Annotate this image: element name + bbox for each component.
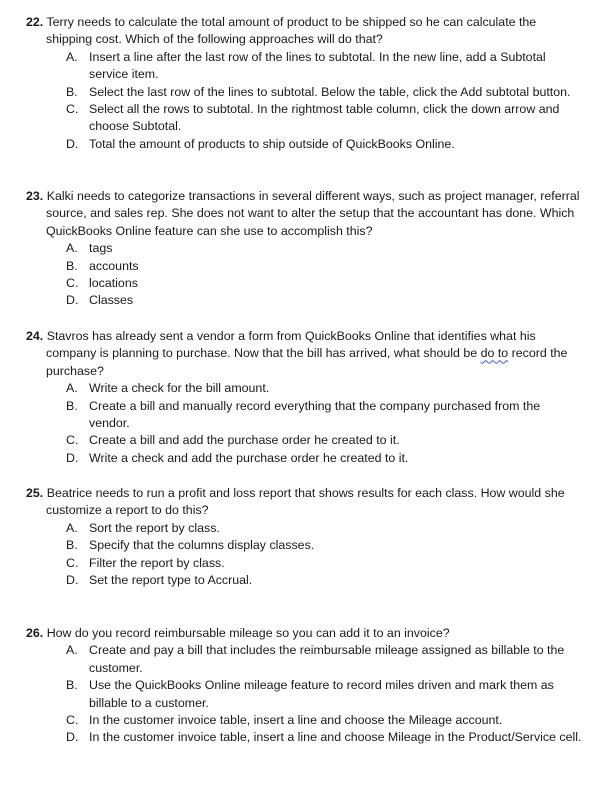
option-letter: C. (66, 713, 79, 728)
option-b (26, 258, 582, 275)
question-22 (26, 14, 582, 153)
option-letter: A. (66, 381, 78, 396)
option-c (26, 712, 582, 729)
option-text: Set the report type to Accrual. (89, 573, 253, 588)
option-b (26, 677, 582, 712)
option-text: Create a bill and manually record everything that the company purchased from the vendor. (89, 398, 541, 431)
question-stem (26, 14, 582, 49)
option-text: Select all the rows to subtotal. In the rightmost table column, click the down arrow and choose Subtotal. (89, 102, 560, 134)
option-c (26, 555, 582, 572)
option-letter: D. (66, 136, 79, 151)
option-d (26, 136, 582, 153)
option-list (26, 240, 582, 310)
option-text: Filter the report by class. (89, 555, 225, 570)
question-stem (26, 485, 582, 520)
question-text: Kalki needs to categorize transactions in several different ways, such as project manager, referral source, and sales rep. She does not want to alter the setup that the accountant has done. Which QuickBooks Online feature can she use to accomplish this? (46, 189, 580, 238)
question-26 (26, 625, 582, 747)
option-letter: C. (66, 102, 79, 117)
question-text-end: record the purchase? (46, 346, 568, 378)
option-a (26, 49, 582, 84)
option-text: tags (89, 241, 113, 256)
option-text: Select the last row of the lines to subtotal. Below the table, click the Add subtotal button. (89, 84, 571, 99)
option-letter: A. (66, 643, 78, 658)
option-letter: D. (66, 450, 79, 465)
option-text: Write a check for the bill amount. (89, 381, 270, 396)
option-a (26, 520, 582, 537)
option-text: locations (89, 276, 138, 291)
question-text-start: Stavros has already sent a vendor a form from QuickBooks Online that identifies what his company is planning to purchase. Now that the bill has arrived, what should be (46, 329, 536, 361)
option-text: Write a check and add the purchase order he created to it. (89, 450, 409, 465)
question-text: How do you record reimbursable mileage so you can add it to an invoice? (46, 626, 450, 640)
option-b (26, 398, 582, 433)
option-letter: D. (66, 730, 79, 745)
question-23 (26, 188, 582, 310)
option-c (26, 275, 582, 292)
option-letter: B. (66, 678, 78, 693)
question-text: Beatrice needs to run a profit and loss report that shows results for each class. How would she customize a report to do this? (46, 486, 565, 518)
option-d (26, 572, 582, 589)
option-list (26, 642, 582, 746)
option-text: Create and pay a bill that includes the reimbursable mileage assigned as billable to the customer. (89, 643, 565, 675)
option-letter: B. (66, 258, 78, 273)
option-list (26, 49, 582, 153)
option-b (26, 537, 582, 554)
question-number: 25. (26, 486, 44, 500)
option-list (26, 520, 582, 590)
option-letter: B. (66, 84, 78, 99)
question-stem (26, 328, 582, 380)
option-a (26, 380, 582, 397)
option-letter: A. (66, 520, 78, 535)
option-c (26, 432, 582, 449)
option-letter: C. (66, 433, 79, 448)
question-number: 24. (26, 329, 44, 343)
option-text: Use the QuickBooks Online mileage feature to record miles driven and mark them as billable to a customer. (89, 678, 554, 710)
option-letter: C. (66, 555, 79, 570)
question-25 (26, 485, 582, 589)
question-stem (26, 188, 582, 240)
option-text: Sort the report by class. (89, 520, 220, 535)
option-text: accounts (89, 258, 139, 273)
option-c (26, 101, 582, 136)
option-list (26, 380, 582, 467)
question-number: 23. (26, 189, 44, 203)
option-text: In the customer invoice table, insert a line and choose the Mileage account. (89, 713, 503, 728)
option-d (26, 729, 582, 746)
option-letter: A. (66, 49, 78, 64)
option-text: In the customer invoice table, insert a line and choose Mileage in the Product/Service cell. (89, 730, 582, 745)
question-text: Terry needs to calculate the total amount of product to be shipped so he can calculate the shipping cost. Which of the following approaches will do that? (46, 15, 537, 47)
option-letter: D. (66, 573, 79, 588)
option-letter: A. (66, 241, 78, 256)
option-a (26, 642, 582, 677)
option-text: Specify that the columns display classes. (89, 538, 315, 553)
option-a (26, 240, 582, 257)
option-text: Classes (89, 293, 134, 308)
option-d (26, 292, 582, 309)
option-text: Total the amount of products to ship outside of QuickBooks Online. (89, 136, 455, 151)
option-text: Create a bill and add the purchase order he created to it. (89, 433, 400, 448)
question-number: 26. (26, 626, 44, 640)
option-letter: B. (66, 398, 78, 413)
question-stem (26, 625, 582, 642)
question-24 (26, 328, 582, 467)
option-letter: C. (66, 276, 79, 291)
option-letter: B. (66, 538, 78, 553)
grammar-flagged-text: do to (480, 346, 509, 361)
option-text: Insert a line after the last row of the lines to subtotal. In the new line, add a Subtotal service item. (89, 49, 546, 82)
option-d (26, 450, 582, 467)
question-number: 22. (26, 15, 44, 29)
option-letter: D. (66, 293, 79, 308)
option-b (26, 84, 582, 101)
